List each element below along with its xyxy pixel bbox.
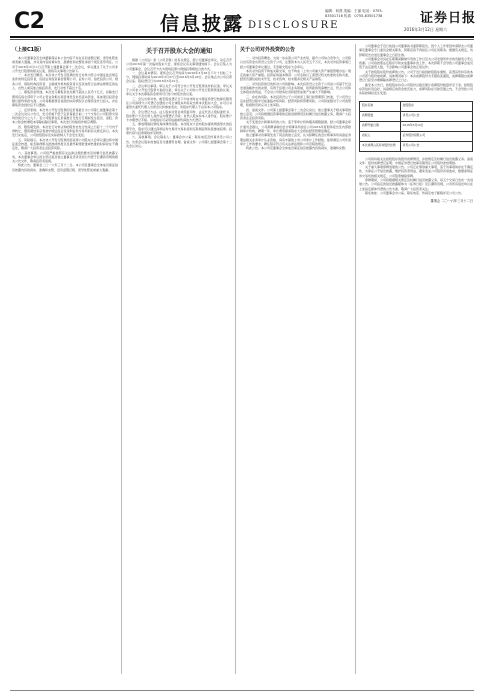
article-paragraph: 一、本次发行概况。本次非公开发行股票的发行对象为符合中国证监会规定条件的特定投资者，包括证券投资基金管理公司、证券公司、信托投资公司、财务公司、保险机构投资者、合格境外机构投资者以及其他符合法律法规规定的法人、自然人或其他合格投资者，发行对象不超过十名。 — [12, 73, 118, 91]
editor-info: 编辑：何燕 美编：王丽 电话：0755-83501716 传真：0755-83501738 — [325, 9, 383, 18]
article-paragraph: 本次对外投资不构成关联交易，也不构成《上市公司重大资产重组管理办法》规定的重大资产重组。投资标的基本情况：公司名称以工商登记机关核准的名称为准，经营范围包括技术开发、技术咨询、技术服务及相关产品销售。 — [240, 68, 352, 82]
article-paragraph: 四、备查文件。公司第七届董事会第十二次会议决议；独立董事关于相关事项的独立意见。公司将根据投资事项的后续进展情况及时履行信息披露义务，敬请广大投资者注意投资风险。 — [240, 107, 352, 121]
notice-title: 关于召开股东大会的通知 — [145, 48, 212, 55]
article-paragraph: 六、其他事项。会议联系人：董事会办公室；联系电话及传真详见公司公告。出席会议股东的食宿及交通费用自理。备查文件：公司第七届董事会第十二次会议决议。 — [126, 135, 232, 148]
article-paragraph: 公司董事会对其在任职期间勤勉尽责的工作以及为公司发展所作出的贡献表示衷心感谢。公司将按照法定程序尽快完成董事补选工作，本次辞职不会导致公司董事会成员低于法定最低人数，不会影响公司董事会的正常运作。 — [359, 56, 474, 70]
article-paragraph: 五、参加网络投票的具体操作流程。本次股东大会向股东提供网络形式的投票平台，股东可以通过深圳证券交易所交易系统和互联网投票系统参加投票。投票代码与投票简称详见附件。 — [126, 122, 232, 136]
masthead — [0, 0, 484, 44]
table-label-cell: 本次质押占其所持股份比例 — [360, 141, 401, 151]
article-heading: （上接C1版） — [12, 47, 45, 53]
article-paragraph: 二、对外投资的目的和对公司的影响。本次投资设立全资子公司是公司基于长远发展战略作出的决策，有利于拓展公司业务领域，培育新的利润增长点，符合公司和全体股东的利益，不会对公司财务状况和经营成果产生重大不利影响。 — [240, 81, 352, 95]
table-row — [360, 141, 473, 151]
article-paragraph: 关于控股股东股份质押的公告。公司于近日接到控股股东通知，获悉其所持有的本公司部分股份被质押，具体情况如下：本次质押股份为无限售流通股，质押期限自质押登记日起至办理解除质押登记之日止。 — [359, 69, 474, 83]
table-label-cell: 股东名称 — [360, 101, 401, 111]
table-row — [360, 101, 473, 111]
column-divider — [355, 44, 356, 674]
signature-line: 董事会 二〇一六年三月十二日 — [430, 199, 473, 204]
article-paragraph: 五、风险提示。本次非公开发行股票尚需获得公司股东大会审议通过和中国证监会核准，能否取得相关批准或核准以及最终取得批准或核准的时间存在不确定性，敬请广大投资者注意投资风险。 — [12, 137, 118, 151]
article-paragraph: 四、限售期安排。本次发行对象认购的股份自发行结束之日起十二个月内不得转让，限售期结束后将按中国证监会及深圳证券交易所的有关规定执行。本次发行完成后，公司控股股东及实际控制人不会发生变化。 — [12, 124, 118, 138]
masthead-rule-thick — [10, 36, 474, 38]
table-row — [360, 131, 473, 141]
newspaper-logo: 证券日报 — [420, 11, 477, 26]
article-paragraph: 公司董事会于近日收到公司董事的书面辞职报告，因个人工作原因申请辞去公司董事及董事会专门委员会相关职务，辞职后将不再担任公司任何职务。根据有关规定，该辞职报告自送达董事会之日起生效。 — [359, 44, 474, 57]
masthead-rule-thin — [10, 39, 474, 40]
column-divider — [121, 44, 122, 674]
table-value-cell: 2016年3月10日 — [400, 121, 472, 131]
article-paragraph: 一、对外投资概述。为进一步完善公司产业布局，提升公司综合竞争力，公司拟以自有资金出资设立全资子公司，注册资本为人民币五千万元，本次对外投资事项已经公司董事会审议通过，无需提交股东大会审议。 — [240, 56, 352, 69]
article-paragraph: 特此公告。本公司及董事会全体成员保证信息披露内容的真实、准确和完整。 — [246, 146, 349, 151]
article-paragraph: 联系地址：公司董事会办公室。联系电话、传真及电子邮箱详见公司公告。 — [365, 190, 465, 195]
table-value-cell: 详见公司公告 — [400, 141, 472, 151]
table-label-cell: 质押股数 — [360, 111, 401, 121]
article-paragraph: 根据《公司法》和《公司章程》的有关规定，经公司董事会审议，决定召开公司2016年第一次临时股东大会，现将会议有关事项通知如下。会议召集人为公司董事会，会议召开方式为现场投票与网络投票相结合的方式。 — [126, 58, 232, 71]
page-code: C2 — [14, 9, 45, 34]
table-value-cell: 详见公司公告 — [400, 111, 472, 121]
article-paragraph: 截至本公告日，控股股东持有公司股份总数及累计质押股份数量详见下表。控股股东资信状况良好，具备相应的资金偿还能力，质押风险在可控范围之内，不会导致公司实际控制权发生变更。 — [359, 82, 474, 96]
article-paragraph: 关于变更会计师事务所的公告。鉴于原审计机构服务期限届满，经公司董事会审计委员会提议，公司拟聘请新的会计师事务所担任公司2016年度财务报告及内部控制审计机构，聘期一年，审计费用提请股东大会授权经营管理层确定。 — [240, 120, 352, 134]
article-paragraph: 三、存在的风险。本次投资设立子公司尚需工商行政管理部门核准，子公司设立后在经营过程中可能面临市场风险、经营风险和管理风险。公司将加强对子公司的管理，积极防范和应对上述风险。 — [240, 94, 352, 108]
article-paragraph: 四、会议登记方法。法人股东持营业执照复印件、法定代表人授权委托书、股东账户卡及出席人身份证办理登记手续；自然人股东持本人身份证、股东账户卡办理登记手续。异地股东可采用信函或传真的方式登记。 — [126, 109, 232, 123]
section-subtitle: DISCLOSURE — [248, 20, 340, 31]
table-label-cell: 质权人 — [360, 131, 401, 141]
article-paragraph: 独立董事对该事项发表了同意的独立意见，认为拟聘任的会计师事务所具备证券期货相关业务审计从业资格，具有丰富的上市公司审计工作经验，能够满足公司年度审计工作的要求，聘任程序符合有关法律法规和公司章程的规定。 — [240, 133, 352, 146]
pledge-table — [359, 101, 473, 152]
article-paragraph: 三、定价原则。本次非公开发行股票的定价基准日为公司第七届董事会第十二次会议决议公告日，发行价格不低于定价基准日前二十个交易日公司股票交易均价的百分之九十。若公司股票在定价基准日至发行日期间发生派息、送股、资本公积金转增股本等除权除息事项，本次发行价格将作相应调整。 — [12, 107, 118, 125]
article-paragraph: 六、其他事项。公司将严格按照有关法律法规的要求及时履行信息披露义务，本次董事会审议的全部议案及独立董事意见详见同日刊登于巨潮资讯网的相关公告文件，敬请投资者查阅。 — [12, 150, 118, 164]
column-2 — [126, 44, 232, 664]
article-paragraph: 公司将持续关注控股股东的股份质押情况，并按规定及时履行信息披露义务。备查文件：股份质押登记证明；中国证券登记结算有限责任公司股份冻结明细。 — [359, 156, 474, 165]
footer-rule — [10, 690, 474, 691]
article-paragraph: 停牌期间，公司将根据相关规定及时履行信息披露义务，每五个交易日发布一次进展公告。公司指定的信息披露媒体为《证券日报》及巨潮资讯网，公司所有信息均以在上述指定媒体刊登的公告为准，敬请广大投资者关注。 — [359, 178, 474, 191]
section-title: 信息披露 — [160, 13, 245, 35]
article-paragraph: 关于重大事项停牌进展的公告。公司正在筹划重大事项，鉴于该事项尚存在不确定性，为保证公平信息披露，维护投资者利益，避免造成公司股价异常波动，根据深圳证券交易所的相关规定，公司股票继续停牌。 — [359, 165, 474, 178]
table-row — [360, 121, 473, 131]
article-paragraph: 一、会议基本情况。现场会议召开时间为2016年3月28日下午十四时三十分，网络投票时间为2016年3月27日至2016年3月28日。会议地点为公司总部会议室。股权登记日为2016年3月22日。 — [126, 70, 232, 84]
column-divider — [235, 44, 236, 674]
column-1 — [12, 44, 118, 664]
article-paragraph: 本公司董事会及全体董事保证本公告内容不存在任何虚假记载、误导性陈述或者重大遗漏，并对其内容的真实性、准确性和完整性承担个别及连带责任。公司于2016年3月11日召开第七届董事会第十二次会议，审议通过了关于公司非公开发行股票的相关议案，现将有关事项公告如下。 — [12, 56, 118, 73]
article-paragraph: 二、募集资金用途。本次发行募集资金总额不超过人民币十亿元，扣除发行费用后将全部用于公司主营业务相关项目建设及补充流动资金，具体项目投资金额以最终审批为准。公司将根据项目进度的实际情况以自筹资金先行投入，并在募集资金到位后予以置换。 — [12, 90, 118, 108]
article-paragraph: 三、会议出席对象。截至股权登记日下午收市时在中国证券登记结算有限责任公司深圳分公司登记在册的公司全体股东均有权出席本次股东大会，并可以书面形式委托代理人出席会议和参加表决，该股东代理人不必是本公司股东。 — [126, 96, 232, 110]
column-4 — [359, 44, 473, 689]
issue-date: 2016年3月12日 星期六 — [404, 27, 448, 32]
table-value-cell: 控股股东 — [400, 101, 472, 111]
table-value-cell: 证券股份有限公司 — [400, 131, 472, 141]
article-paragraph: 二、会议审议事项。审议关于公司符合非公开发行股票条件的议案；审议关于公司非公开发行股票方案的议案；审议关于公司非公开发行股票预案的议案；审议关于本次募集资金使用可行性分析报告的议案。 — [126, 83, 232, 97]
column-3 — [240, 44, 351, 684]
article-paragraph: 特此公告。董事会二〇一六年三月十二日。本公司及董事会全体成员保证信息披露内容的真实、准确和完整，没有虚假记载、误导性陈述或重大遗漏。 — [12, 163, 118, 172]
table-row — [360, 111, 473, 121]
table-label-cell: 质押开始日期 — [360, 121, 401, 131]
article-heading: 关于公司对外投资的公告 — [240, 47, 296, 53]
